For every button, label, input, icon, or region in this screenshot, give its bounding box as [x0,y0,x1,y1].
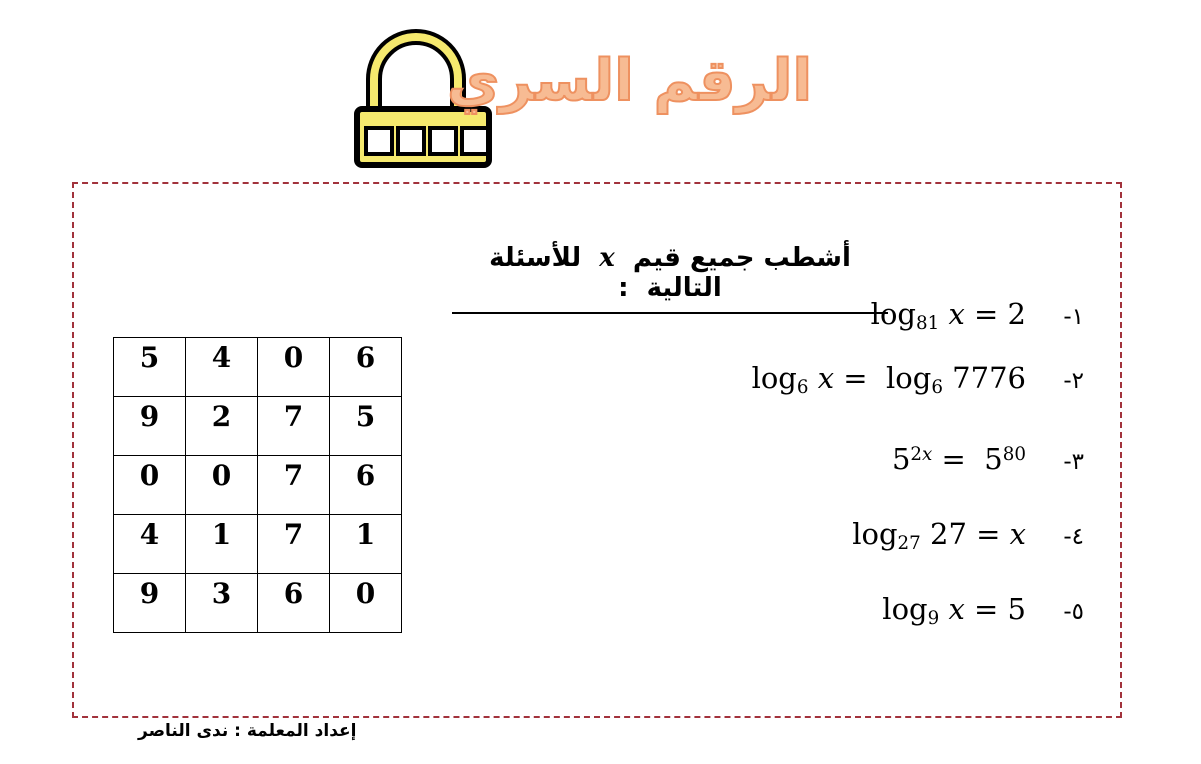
question-number: -٢ [1063,368,1084,394]
grid-cell: 3 [186,574,258,633]
grid-cell: 6 [330,456,402,515]
question-5 [882,592,1084,630]
answer-grid [113,337,402,633]
instruction-text: أشطب جميع قيم x للأسئلة التالية : [452,243,888,314]
question-number: -٥ [1063,599,1084,625]
grid-cell: 9 [114,397,186,456]
grid-cell: 7 [258,456,330,515]
grid-cell: 5 [330,397,402,456]
grid-cell: 7 [258,397,330,456]
equation: $\log_6 x = \log_6 7776$ [751,361,1026,399]
answer-grid-body [114,338,402,633]
grid-row [114,456,402,515]
grid-cell: 9 [114,574,186,633]
grid-cell: 0 [330,574,402,633]
question-4 [852,517,1084,555]
grid-cell: 5 [114,338,186,397]
grid-cell: 6 [258,574,330,633]
grid-row [114,397,402,456]
grid-cell: 7 [258,515,330,574]
question-2 [751,361,1084,399]
equation: $\log_9 x = 5$ [882,592,1026,630]
question-1 [870,297,1084,335]
equation: $5^{2x} = 5^{80}$ [891,442,1026,476]
questions-list [654,0,1084,764]
question-number: -٣ [1063,449,1084,475]
page-title: الرقم السري [447,48,812,114]
lock-shackle [374,37,458,112]
grid-row [114,515,402,574]
question-number: -٤ [1063,524,1084,550]
grid-row [114,574,402,633]
grid-cell: 4 [186,338,258,397]
question-number: -١ [1063,304,1084,330]
grid-cell: 0 [114,456,186,515]
code-square-1 [366,128,392,154]
grid-cell: 2 [186,397,258,456]
code-square-2 [398,128,424,154]
grid-row [114,338,402,397]
equation: $\log_{27} 27 = x$ [852,517,1026,555]
grid-cell: 6 [330,338,402,397]
credit-text: إعداد المعلمة : ندى الناصر [138,721,357,741]
question-3 [892,442,1084,476]
grid-cell: 0 [258,338,330,397]
grid-cell: 0 [186,456,258,515]
code-square-4 [462,128,488,154]
grid-cell: 1 [330,515,402,574]
equation: $\log_{81} x = 2$ [870,297,1026,335]
code-square-3 [430,128,456,154]
grid-cell: 1 [186,515,258,574]
grid-cell: 4 [114,515,186,574]
